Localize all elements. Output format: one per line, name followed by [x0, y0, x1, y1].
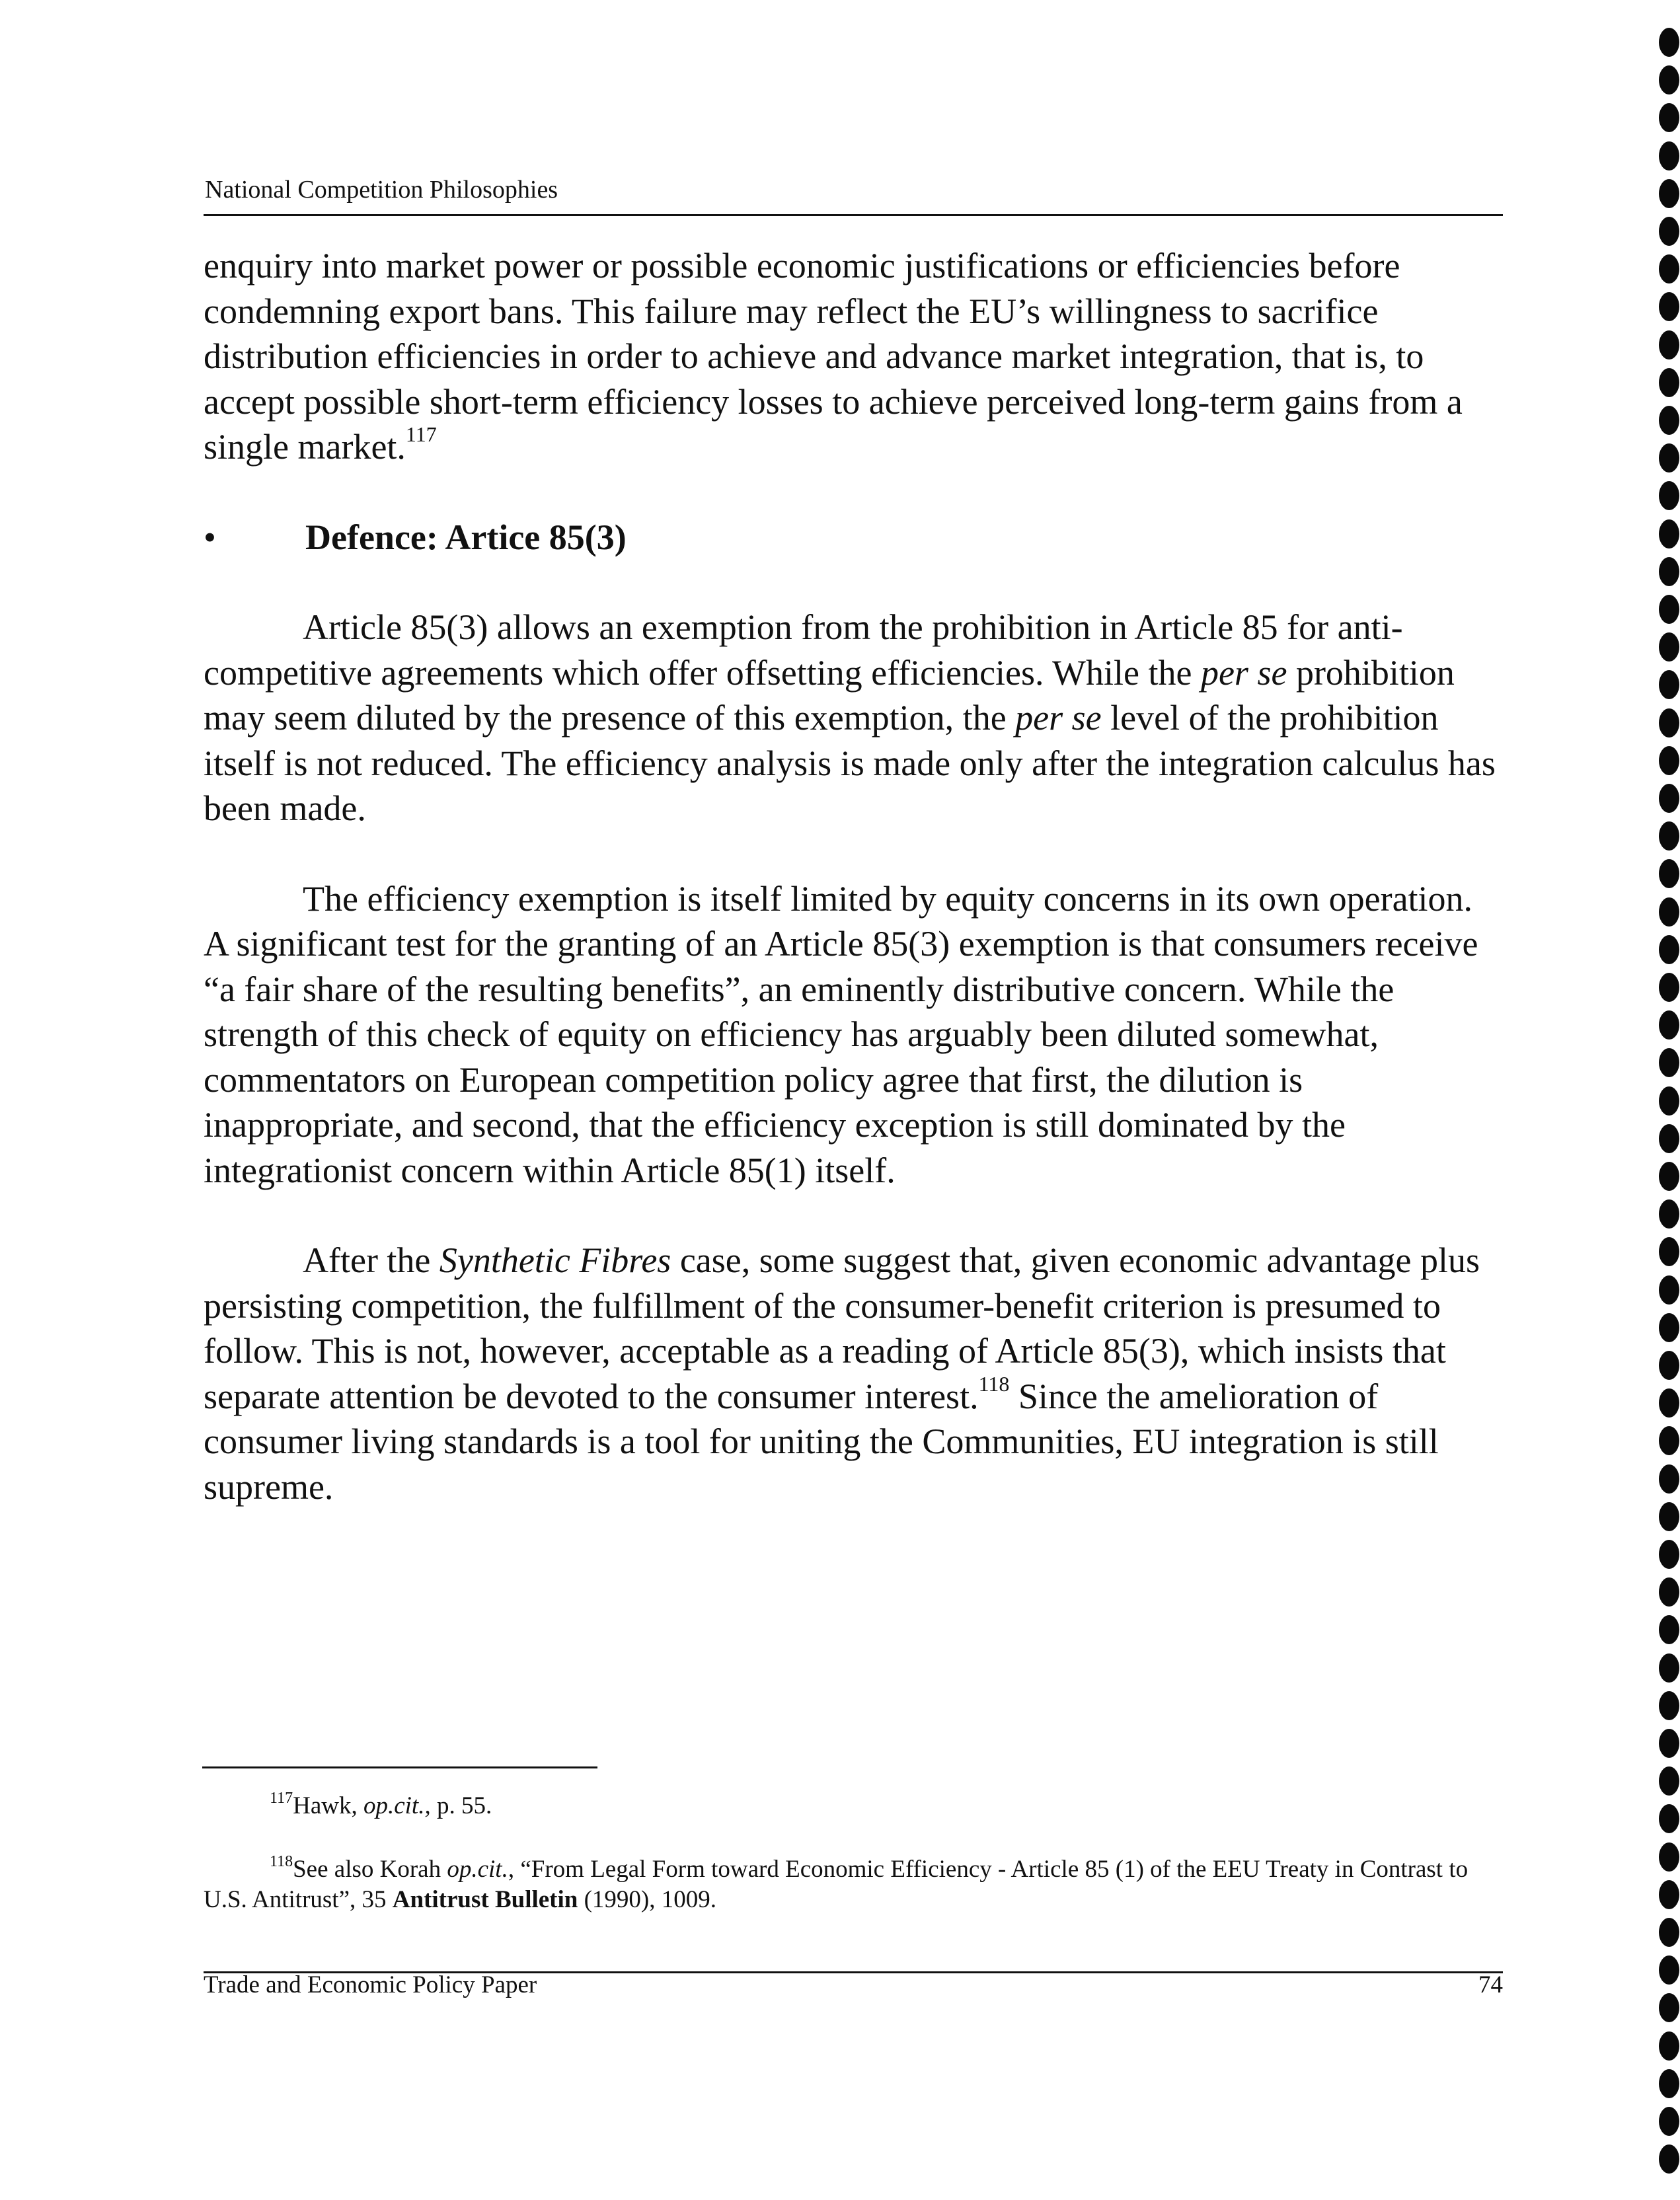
punch-hole [1659, 330, 1679, 360]
punch-hole [1659, 1124, 1679, 1153]
italic-per-se: per se [1200, 652, 1287, 693]
punch-hole [1659, 2069, 1679, 2098]
paragraph-2: Article 85(3) allows an exemption from the prohibition in Article 85 for anti-competitive agreements which offer offsetting efficiencies. While the per se prohibition may seem diluted by the presence of this exemption, the per se level of the prohibition itself is not reduced. The efficiency analysis is made only after the integration calculus has been made. [204, 607, 1496, 828]
punch-hole [1659, 632, 1679, 662]
punch-hole [1659, 1237, 1679, 1266]
paragraph-1-text: enquiry into market power or possible economic justifications or efficiencies before condemning export bans. This failure may reflect the EU’s willingness to sacrifice distribution efficiencies in order to achieve and advance market integration, that is, to accept possible short-term efficiency losses to achieve perceived long-term gains from a single market. [204, 246, 1463, 467]
punch-hole [1659, 1653, 1679, 1683]
punch-hole [1659, 821, 1679, 851]
punch-hole [1659, 65, 1679, 95]
page-number: 74 [1478, 1971, 1503, 1998]
footer-series-title: Trade and Economic Policy Paper [204, 1971, 537, 1998]
punch-hole [1659, 2107, 1679, 2136]
punch-hole [1659, 670, 1679, 699]
punch-hole [1659, 1502, 1679, 1531]
punch-hole [1659, 1351, 1679, 1380]
punch-hole [1659, 1313, 1679, 1342]
footnote-118: $^{118}$See also Korah op.cit., “From Legal Form toward Economic Efficiency - Article 85 (1) of the EEU Treaty in Contrast to U.S. Antitrust”, 35 Antitrust Bulletin (1990), 1009. [204, 1853, 1469, 1913]
punch-hole [1659, 519, 1679, 549]
punch-hole [1659, 1842, 1679, 1872]
punch-hole [1659, 1275, 1679, 1305]
bullet-marker: • [204, 517, 216, 557]
punch-hole [1659, 1086, 1679, 1116]
punch-hole [1659, 254, 1679, 284]
header-rule [204, 214, 1503, 216]
punch-hole [1659, 973, 1679, 1002]
punch-hole [1659, 406, 1679, 435]
punch-hole [1659, 292, 1679, 321]
footnote-rule [202, 1766, 597, 1768]
punch-hole [1659, 1388, 1679, 1418]
paragraph-1 [204, 243, 1503, 470]
punch-hole [1659, 1464, 1679, 1494]
punch-hole [1659, 1918, 1679, 1947]
punch-hole [1659, 1955, 1679, 1985]
punch-hole [1659, 1426, 1679, 1455]
punch-hole [1659, 746, 1679, 775]
punch-hole [1659, 897, 1679, 927]
binding-punch-holes [1654, 28, 1680, 2189]
punch-hole [1659, 217, 1679, 246]
punch-hole [1659, 1880, 1679, 1909]
punch-hole [1659, 1540, 1679, 1569]
punch-hole [1659, 859, 1679, 888]
punch-hole [1659, 784, 1679, 813]
footnote-ref-117: 117 [405, 422, 437, 446]
punch-hole [1659, 595, 1679, 624]
punch-hole [1659, 1162, 1679, 1191]
punch-hole [1659, 1010, 1679, 1040]
punch-hole [1659, 1729, 1679, 1758]
punch-hole [1659, 179, 1679, 208]
italic-per-se: per se [1015, 698, 1102, 738]
section-heading-text: Defence: Artice 85(3) [305, 517, 627, 557]
punch-hole [1659, 1048, 1679, 1077]
punch-hole [1659, 2144, 1679, 2174]
punch-hole [1659, 1691, 1679, 1720]
punch-hole [1659, 1577, 1679, 1607]
punch-hole [1659, 103, 1679, 132]
punch-hole [1659, 443, 1679, 473]
body-text [204, 243, 1503, 1509]
punch-hole [1659, 557, 1679, 586]
punch-hole [1659, 28, 1679, 57]
punch-hole [1659, 935, 1679, 964]
footnote-ref-118: 118 [978, 1371, 1010, 1396]
punch-hole [1659, 1615, 1679, 1644]
paragraph-3: The efficiency exemption is itself limited by equity concerns in its own operation. A significant test for the granting of an Article 85(3) exemption is that consumers receive “a fair share of the resulting benefits”, an eminently distributive concern. While the strength of this check of equity on efficiency has arguably been diluted somewhat, commentators on European competition policy agree that first, the dilution is inappropriate, and second, that the efficiency exception is still dominated by the integrationist concern within Article 85(1) itself. [204, 878, 1478, 1190]
italic-case-name: Synthetic Fibres [439, 1240, 671, 1280]
section-heading [204, 515, 1503, 560]
running-footer [204, 1972, 1503, 1998]
punch-hole [1659, 368, 1679, 397]
footnotes [204, 1791, 1503, 1915]
footnote-117: $^{117}$Hawk, op.cit., p. 55. [270, 1790, 492, 1819]
punch-hole [1659, 481, 1679, 510]
running-header: National Competition Philosophies [205, 176, 558, 204]
paragraph-4: After the Synthetic Fibres case, some suggest that, given economic advantage plus persisting competition, the fulfillment of the consumer-benefit criterion is presumed to follow. This is not, however, acceptable as a reading of Article 85(3), which insists that separate attention be devoted to the consumer interest.$^{118}$ Since the amelioration of consumer living standards is a tool for uniting the Communities, EU integration is still supreme. [204, 1240, 1480, 1507]
punch-hole [1659, 708, 1679, 738]
punch-hole [1659, 1199, 1679, 1229]
punch-hole [1659, 1993, 1679, 2022]
punch-hole [1659, 141, 1679, 171]
punch-hole [1659, 1766, 1679, 1796]
punch-hole [1659, 1804, 1679, 1833]
punch-hole [1659, 2031, 1679, 2061]
